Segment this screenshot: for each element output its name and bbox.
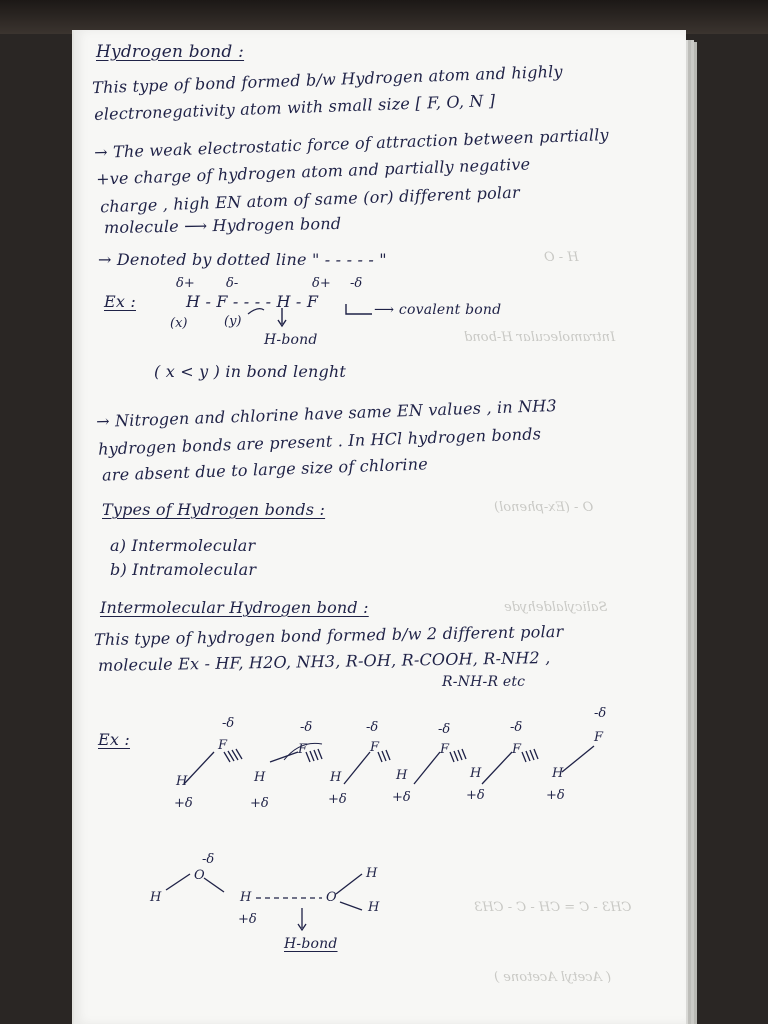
minus-delta: -δ: [300, 720, 313, 735]
hydrogen-atom: H: [366, 866, 378, 881]
force-line: → The weak electrostatic force of attraction between partially: [93, 125, 610, 162]
intermolecular-line: molecule Ex - HF, H2O, NH3, R-OH, R-COOH, R-NH2 ,: [97, 648, 551, 675]
hydrogen-atom: H: [470, 766, 482, 781]
hydrogen-atom: H: [254, 770, 266, 785]
intermolecular-line: This type of hydrogen bond formed b/w 2 different polar: [93, 621, 564, 650]
minus-delta: -δ: [510, 720, 523, 735]
example-label: Ex :: [98, 730, 130, 749]
example-label: Ex :: [104, 292, 136, 311]
hydrogen-atom: H: [330, 770, 342, 785]
intermolecular-line: R-NH-R etc: [442, 674, 526, 690]
minus-delta: -δ: [594, 706, 607, 721]
plus-delta: +δ: [238, 912, 257, 927]
force-line: charge , high EN atom of same (or) different polar: [99, 182, 521, 217]
oxygen-atom: O: [326, 890, 337, 905]
example-arrows: [244, 302, 384, 342]
plus-delta: +δ: [328, 792, 347, 807]
types-heading: Types of Hydrogen bonds :: [102, 500, 326, 519]
plus-delta: +δ: [250, 796, 269, 811]
minus-delta: -δ: [202, 852, 215, 867]
definition-line: electronegativity atom with small size [ F, O, N ]: [93, 91, 496, 124]
intermolecular-heading: Intermolecular Hydrogen bond :: [100, 598, 369, 617]
type-item: b) Intramolecular: [110, 560, 257, 579]
fluorine-atom: F: [298, 742, 308, 757]
nitrogen-line: → Nitrogen and chlorine have same EN values , in NH3: [95, 395, 558, 432]
plus-delta: +δ: [392, 790, 411, 805]
minus-delta: -δ: [222, 716, 235, 731]
partial-charge: δ+: [312, 276, 331, 291]
bond-label-x: (x): [170, 316, 188, 331]
force-line: +ve charge of hydrogen atom and partially negative: [95, 154, 531, 189]
h-bond-label: H-bond: [284, 936, 338, 952]
plus-delta: +δ: [466, 788, 485, 803]
fluorine-atom: F: [440, 742, 450, 757]
plus-delta: +δ: [546, 788, 565, 803]
plus-delta: +δ: [174, 796, 193, 811]
oxygen-atom: O: [194, 868, 205, 883]
hydrogen-atom: H: [552, 766, 564, 781]
bleed-through: H - O: [544, 250, 579, 265]
partial-charge: δ-: [226, 276, 239, 291]
nitrogen-line: hydrogen bonds are present . In HCl hydrogen bonds: [97, 424, 542, 459]
hydrogen-atom: H: [176, 774, 188, 789]
h-bond-label: H-bond: [264, 332, 318, 348]
minus-delta: -δ: [438, 722, 451, 737]
partial-charge: -δ: [350, 276, 363, 291]
denoted-line: → Denoted by dotted line " - - - - - ": [98, 250, 387, 269]
bleed-through: CH3 - C = CH - C - CH3: [474, 900, 632, 915]
bond-label-y: (y): [224, 314, 242, 329]
page-title: Hydrogen bond :: [96, 42, 245, 62]
bleed-through: ( Acetyl Acetone ): [494, 970, 612, 985]
covalent-bond-label: ⟶ covalent bond: [374, 302, 502, 318]
hydrogen-atom: H: [240, 890, 252, 905]
fluorine-atom: F: [370, 740, 380, 755]
bleed-through: Salicylaldehyde: [504, 600, 608, 615]
hydrogen-atom: H: [150, 890, 162, 905]
nitrogen-line: are absent due to large size of chlorine: [101, 454, 429, 485]
fluorine-atom: F: [218, 738, 228, 753]
definition-line: This type of bond formed b/w Hydrogen atom and highly: [91, 61, 563, 98]
hydrogen-atom: H: [368, 900, 380, 915]
hf-formula: H - F - - - - H - F: [186, 292, 319, 311]
fluorine-atom: F: [594, 730, 604, 745]
desk-background: [0, 0, 768, 34]
bond-length-note: ( x < y ) in bond lenght: [154, 362, 347, 381]
bleed-through: O - (Ex-phenol): [494, 500, 594, 515]
force-line: molecule ⟶ Hydrogen bond: [103, 213, 342, 238]
partial-charge: δ+: [176, 276, 195, 291]
water-bonds: [74, 850, 686, 970]
hydrogen-atom: H: [396, 768, 408, 783]
notebook-page: [72, 30, 686, 1024]
bleed-through: Intramolecular H-bond: [464, 330, 616, 345]
minus-delta: -δ: [366, 720, 379, 735]
fluorine-atom: F: [512, 742, 522, 757]
type-item: a) Intermolecular: [110, 536, 256, 555]
